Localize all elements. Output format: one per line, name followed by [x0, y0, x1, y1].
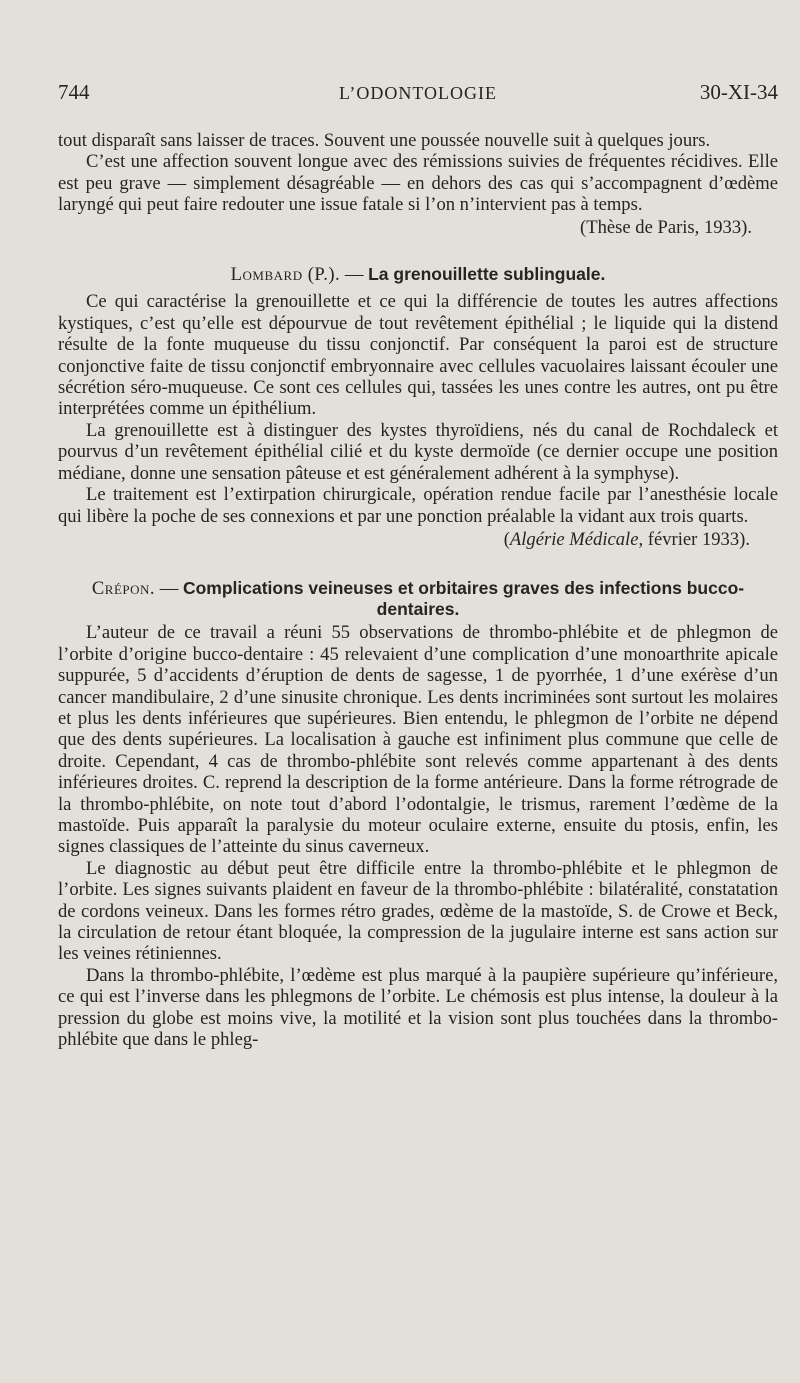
article-1-dash: —: [340, 264, 369, 286]
issue-date: 30-XI-34: [699, 80, 778, 104]
article-2-heading: [58, 578, 778, 620]
article-1-citation-open: (: [503, 528, 510, 550]
article-1-title: La grenouillette sublinguale.: [368, 264, 606, 285]
article-2-title: Complications veineuses et orbitaires graves des infections bucco-dentaires.: [182, 578, 745, 620]
page-number: 744: [58, 80, 90, 104]
article-1-paragraph-3: Le traitement est l’extirpation chirurgicale, opération rendue facile par l’anesthésie locale qui libère la poche de ses connexions et par une ponction préalable la vidant aux trois quarts.: [58, 484, 778, 527]
article-1-paragraph-1: Ce qui caractérise la grenouillette et ce qui la différencie de toutes les autres affections kystiques, c’est qu’elle est dépourvue de tout revêtement épithélial ; le liquide qui la distend résulte de la fonte muqueuse du tissu conjonctif. Par conséquent la paroi est de structure conjonctive faite de tissu conjonctif embryonnaire avec cellules vacuolaires laissant écouler une sécrétion séro-muqueuse. Ce sont ces cellules qui, tassées les unes contre les autres, ont pu être interprétées comme un épithélium.: [58, 291, 778, 420]
article-2-paragraph-1: L’auteur de ce travail a réuni 55 observations de thrombo-phlébite et de phlegmon de l’orbite d’origine bucco-dentaire : 45 relevaient d’une complication d’une monoarthrite apicale suppurée, 5 d’accidents d’éruption de dents de sagesse, 1 de pyorrhée, 1 d’une exérèse d’un cancer mandibulaire, 2 d’une sinusite chronique. Les dents incriminées sont surtout les molaires et plus les dents inférieures que supérieures. Bien entendu, le phlegmon de l’orbite ne dépend que des dents supérieures. La localisation à gauche est infiniment plus commune que celle de droite. Cependant, 4 cas de thrombo-phlébite sont relevés comme appartenant à des dents inférieures droites. C. reprend la description de la forme antérieure. Dans la forme rétrograde de la thrombo-phlébite, on note tout d’abord l’odontalgie, le trismus, rarement l’œdème de la mastoïde. Puis apparaît la paralysie du moteur oculaire externe, ensuite du ptosis, enfin, les signes classiques de l’atteinte du sinus caverneux.: [58, 622, 778, 858]
intro-paragraph-2: C’est une affection souvent longue avec des rémissions suivies de fréquentes récidives. Elle est peu grave — simplement désagréable — en dehors des cas qui s’accompagnent d’œdème laryngé qui peut faire redouter une issue fatale si l’on n’intervient pas à temps.: [58, 151, 778, 216]
article-1-heading: [58, 264, 778, 285]
article-1-citation-rest: , février 1933).: [638, 528, 750, 550]
running-header: [58, 80, 778, 110]
intro-paragraph-1: tout disparaît sans laisser de traces. Souvent une poussée nouvelle suit à quelques jours.: [58, 130, 711, 151]
article-2-paragraph-2: Le diagnostic au début peut être difficile entre la thrombo-phlébite et le phlegmon de l’orbite. Les signes suivants plaident en faveur de la thrombo-phlébite : bilatéralité, constatation de cordons veineux. Dans les formes rétro grades, œdème de la mastoïde, S. de Crowe et Beck, la circulation de retour étant bloquée, la compression de la jugulaire interne est sans action sur les veines rétiniennes.: [58, 857, 778, 965]
article-2-paragraph-3: Dans la thrombo-phlébite, l’œdème est plus marqué à la paupière supérieure qu’inférieure, ce qui est l’inverse dans les phlegmons de l’orbite. Le chémosis est plus intense, la douleur à la pression du globe est moins vive, la motilité et la vision sont plus touchées dans la thrombo-phlébite que dans le phleg-: [58, 964, 778, 1051]
article-2-dash: —: [155, 578, 183, 600]
page-body: [58, 130, 778, 1050]
intro-citation: (Thèse de Paris, 1933).: [580, 216, 752, 238]
article-1-paragraph-2: La grenouillette est à distinguer des kystes thyroïdiens, nés du canal de Rochdaleck et pourvus d’un revêtement épithélial cilié et du kyste dermoïde (ce dernier occupe une position médiane, donne une sensation pâteuse et est généralement adhérent à la symphyse).: [58, 419, 778, 484]
article-1-author: Lombard (P.).: [230, 264, 341, 286]
journal-title: L’ODONTOLOGIE: [339, 83, 497, 103]
article-2-author: Crépon.: [91, 578, 156, 600]
article-1-citation: [58, 529, 750, 550]
article-1-citation-source: Algérie Médicale: [509, 528, 639, 550]
